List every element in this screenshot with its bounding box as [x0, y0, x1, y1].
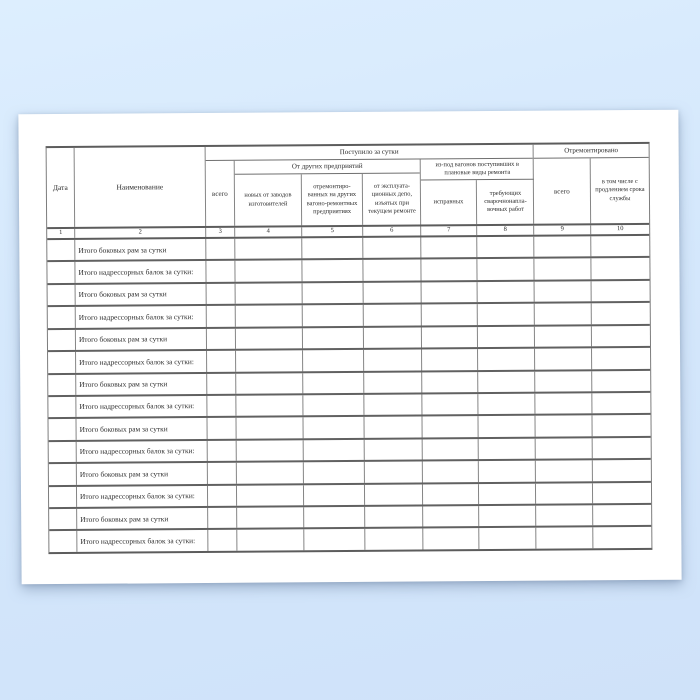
empty-cell	[535, 326, 592, 347]
empty-cell	[422, 327, 478, 348]
empty-cell	[591, 236, 649, 257]
empty-cell	[364, 305, 422, 326]
empty-cell	[303, 372, 364, 393]
empty-cell	[535, 281, 592, 302]
empty-cell	[304, 529, 365, 550]
empty-cell	[48, 419, 76, 440]
empty-cell	[592, 303, 650, 324]
empty-cell	[49, 464, 77, 485]
empty-cell	[207, 418, 236, 439]
empty-cell	[423, 461, 479, 482]
empty-cell	[593, 438, 651, 459]
empty-cell	[47, 240, 75, 261]
empty-cell	[303, 328, 364, 349]
row-label-cell: Итого боковых рам за сутки	[77, 508, 208, 529]
row-label-cell: Итого надрессорных балок за сутки:	[77, 530, 208, 551]
table-body	[47, 236, 651, 552]
empty-cell	[364, 394, 422, 415]
row-label-cell: Итого надрессорных балок за сутки:	[76, 306, 207, 327]
header-new-from-manufacturers: новых от заводов изготовителей	[235, 174, 302, 225]
empty-cell	[206, 239, 235, 260]
empty-cell	[48, 397, 76, 418]
row-label-cell: Итого боковых рам за сутки	[76, 329, 207, 350]
empty-cell	[364, 417, 422, 438]
empty-cell	[207, 373, 236, 394]
row-label-cell: Итого боковых рам за сутки	[76, 284, 207, 305]
empty-cell	[365, 484, 423, 505]
empty-cell	[48, 307, 76, 328]
empty-cell	[421, 237, 477, 258]
empty-cell	[208, 485, 237, 506]
empty-cell	[208, 441, 237, 462]
empty-cell	[206, 261, 235, 282]
empty-cell	[592, 281, 650, 302]
empty-cell	[423, 484, 479, 505]
empty-cell	[48, 330, 76, 351]
header-group-other-enterprises	[235, 160, 421, 226]
empty-cell	[536, 483, 593, 504]
row-label-cell: Итого надрессорных балок за сутки:	[76, 351, 207, 372]
empty-cell	[478, 349, 535, 370]
header-repaired-total: всего	[534, 158, 591, 223]
header-received-total: всего	[206, 161, 235, 226]
empty-cell	[592, 326, 650, 347]
empty-cell	[302, 238, 363, 259]
empty-cell	[593, 505, 651, 526]
row-label-cell: Итого надрессорных балок за сутки:	[77, 486, 208, 507]
empty-cell	[477, 259, 534, 280]
column-number-3: 3	[206, 228, 235, 237]
row-label-cell: Итого боковых рам за сутки	[76, 418, 207, 439]
empty-cell	[535, 304, 592, 325]
empty-cell	[303, 350, 364, 371]
empty-cell	[237, 530, 304, 551]
empty-cell	[364, 372, 422, 393]
empty-cell	[237, 440, 304, 461]
empty-cell	[534, 236, 591, 257]
empty-cell	[535, 348, 592, 369]
column-number-6: 6	[363, 227, 421, 236]
column-number-7: 7	[421, 226, 477, 235]
empty-cell	[48, 374, 76, 395]
row-label-cell: Итого надрессорных балок за сутки:	[77, 441, 208, 462]
empty-cell	[365, 439, 423, 460]
empty-cell	[236, 350, 303, 371]
empty-cell	[304, 440, 365, 461]
header-received-label: Поступило за сутки	[206, 145, 533, 161]
empty-cell	[536, 505, 593, 526]
empty-cell	[364, 350, 422, 371]
row-label-cell: Итого боковых рам за сутки	[77, 463, 208, 484]
empty-cell	[235, 238, 302, 259]
empty-cell	[49, 509, 77, 530]
empty-cell	[363, 238, 421, 259]
empty-cell	[303, 417, 364, 438]
empty-cell	[302, 260, 363, 281]
empty-cell	[479, 439, 536, 460]
row-label-cell: Итого боковых рам за сутки	[76, 374, 207, 395]
empty-cell	[592, 370, 650, 391]
column-number-2: 2	[75, 228, 206, 238]
header-group-repaired	[534, 144, 650, 224]
empty-cell	[422, 282, 478, 303]
empty-cell	[421, 260, 477, 281]
empty-cell	[207, 306, 236, 327]
empty-cell	[364, 327, 422, 348]
table-row	[49, 525, 651, 552]
paper-sheet	[18, 110, 681, 585]
header-other-enterprises-label: От других предприятий	[235, 160, 420, 175]
empty-cell	[478, 282, 535, 303]
empty-cell	[423, 529, 479, 550]
header-with-service-life-extension: в том числе с продлением срока службы	[595, 177, 645, 202]
empty-cell	[49, 531, 77, 552]
empty-cell	[364, 282, 422, 303]
empty-cell	[534, 259, 591, 280]
empty-cell	[591, 258, 649, 279]
row-label-cell: Итого боковых рам за сутки	[75, 239, 206, 260]
empty-cell	[236, 283, 303, 304]
empty-cell	[49, 442, 77, 463]
empty-cell	[479, 483, 536, 504]
empty-cell	[304, 462, 365, 483]
empty-cell	[236, 306, 303, 327]
empty-cell	[593, 483, 651, 504]
empty-cell	[593, 527, 651, 548]
empty-cell	[48, 352, 76, 373]
empty-cell	[479, 461, 536, 482]
column-number-5: 5	[302, 227, 363, 236]
column-number-10: 10	[616, 225, 624, 233]
header-date: Дата	[47, 148, 76, 227]
empty-cell	[237, 463, 304, 484]
empty-cell	[423, 439, 479, 460]
empty-cell	[592, 393, 650, 414]
empty-cell	[478, 326, 535, 347]
empty-cell	[237, 485, 304, 506]
empty-cell	[535, 371, 592, 392]
empty-cell	[479, 506, 536, 527]
header-repaired-at-other-plants: отремонтиро-ванных на других вагоно-ремонтных предприятиях	[302, 174, 363, 225]
empty-cell	[422, 394, 478, 415]
header-requiring-welding: требующих сварочнонапла-вочных работ	[484, 189, 527, 214]
column-number-9: 9	[534, 225, 591, 234]
empty-cell	[208, 508, 237, 529]
empty-cell	[422, 349, 478, 370]
empty-cell	[49, 487, 77, 508]
empty-cell	[363, 260, 421, 281]
empty-cell	[422, 304, 478, 325]
empty-cell	[303, 305, 364, 326]
empty-cell	[303, 283, 364, 304]
empty-cell	[365, 462, 423, 483]
empty-cell	[536, 461, 593, 482]
header-serviceable: исправных	[421, 180, 477, 224]
empty-cell	[47, 262, 75, 283]
empty-cell	[304, 507, 365, 528]
empty-cell	[536, 528, 593, 549]
column-number-1: 1	[47, 229, 75, 238]
empty-cell	[365, 529, 423, 550]
empty-cell	[303, 395, 364, 416]
empty-cell	[535, 416, 592, 437]
empty-cell	[365, 507, 423, 528]
register-table	[46, 142, 653, 554]
empty-cell	[237, 507, 304, 528]
empty-cell	[236, 373, 303, 394]
empty-cell	[208, 463, 237, 484]
empty-cell	[535, 393, 592, 414]
column-number-4: 4	[235, 227, 302, 236]
header-from-under-cars-label: из-под вагонов поступивших в плановые виды ремонта	[421, 159, 534, 181]
empty-cell	[236, 395, 303, 416]
empty-cell	[478, 371, 535, 392]
empty-cell	[207, 328, 236, 349]
column-number-8: 8	[477, 226, 534, 235]
row-label-cell: Итого надрессорных балок за сутки:	[76, 396, 207, 417]
empty-cell	[478, 304, 535, 325]
empty-cell	[422, 416, 478, 437]
empty-cell	[48, 285, 76, 306]
header-name: Наименование	[75, 147, 207, 227]
empty-cell	[235, 261, 302, 282]
empty-cell	[478, 416, 535, 437]
empty-cell	[207, 351, 236, 372]
empty-cell	[236, 328, 303, 349]
empty-cell	[207, 396, 236, 417]
empty-cell	[208, 530, 237, 551]
header-group-received	[206, 145, 535, 226]
empty-cell	[423, 506, 479, 527]
header-group-from-under-cars	[421, 159, 534, 225]
empty-cell	[207, 284, 236, 305]
header-repaired-label: Отремонтировано	[534, 144, 649, 159]
empty-cell	[593, 460, 651, 481]
row-label-cell: Итого надрессорных балок за сутки:	[75, 261, 206, 282]
empty-cell	[478, 394, 535, 415]
empty-cell	[422, 372, 478, 393]
empty-cell	[592, 348, 650, 369]
empty-cell	[536, 438, 593, 459]
header-from-operational-depots: от эксплуата-ционных депо, изъятых при текущем ремонте	[368, 182, 416, 215]
empty-cell	[477, 237, 534, 258]
table-header-row	[47, 144, 650, 227]
empty-cell	[479, 528, 536, 549]
empty-cell	[592, 415, 650, 436]
empty-cell	[236, 418, 303, 439]
empty-cell	[304, 485, 365, 506]
